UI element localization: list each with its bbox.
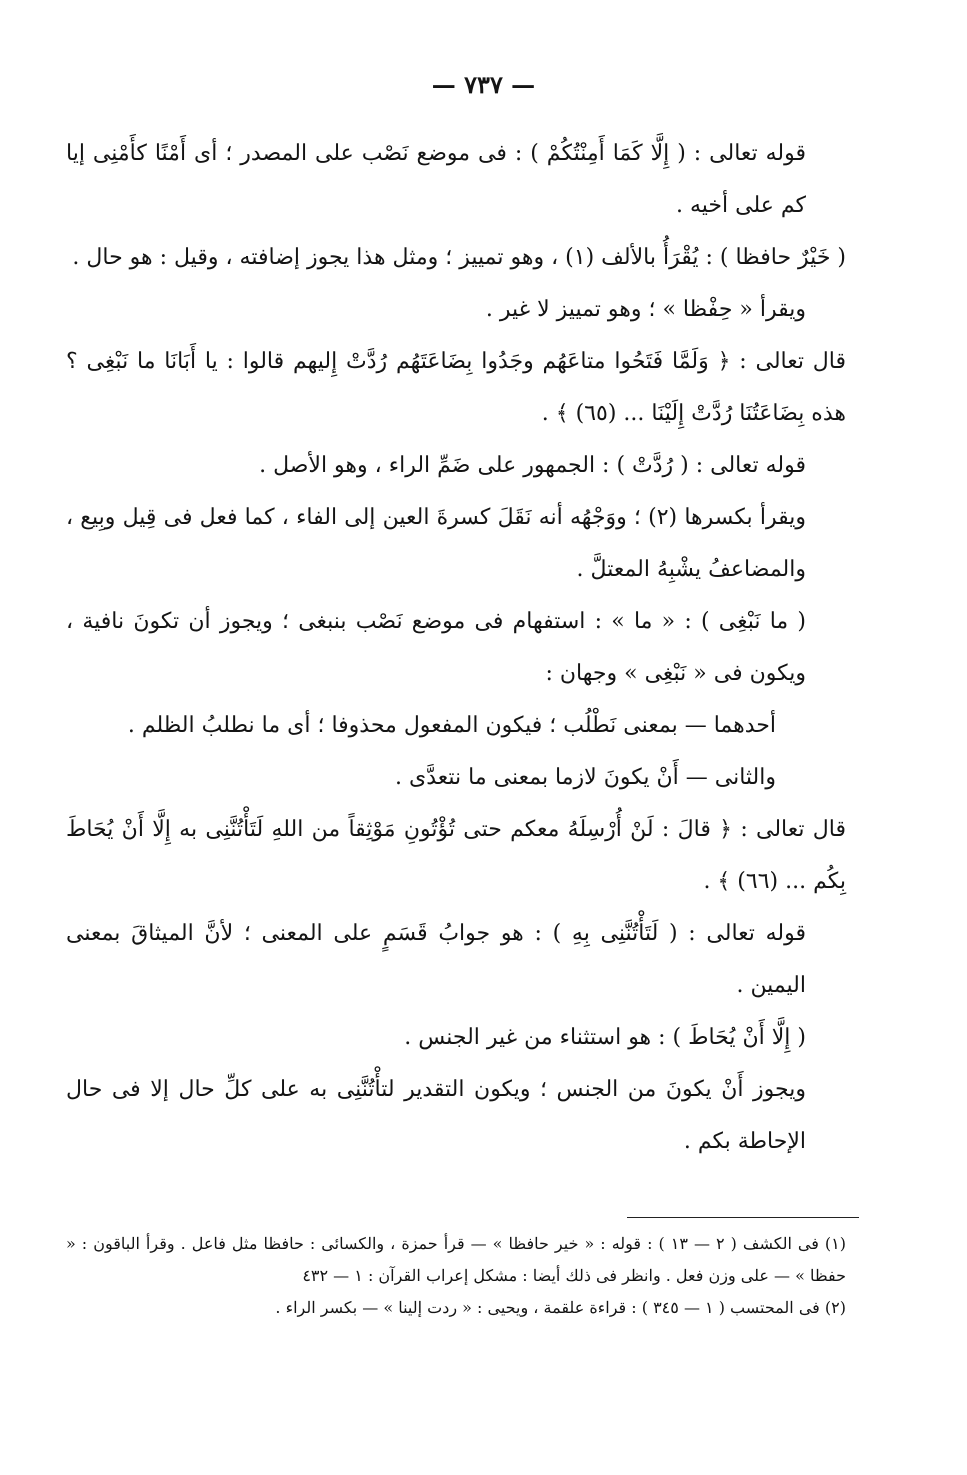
footnotes [66,1228,846,1324]
paragraph: ويقرأ « حِفْظا » ؛ وهو تمييز لا غير . [485,297,806,322]
paragraph: والثانى — أَنْ يكونَ لازما بمعنى ما نتعدَّى . [395,765,776,790]
main-text [66,128,846,1168]
footnote-divider [627,1217,859,1218]
paragraph: قوله تعالى : ( لَتَأْتُنَّنِى بِهِ ) : هو جوابُ قَسَمٍ على المعنى ؛ لأنَّ الميثاقَ بمعنى اليمين . [66,921,806,998]
paragraph: قال تعالى : ﴿ قالَ : لَنْ أُرْسِلَهُ معكم حتى تُؤْتُونِ مَوْثِقاً من اللهِ لَتَأْتُنَّنِى به إِلَّا أَنْ يُحَاطَ بِكُم ... (٦٦) ﴾ . [66,817,846,894]
paragraph: ( ما نَبْغِى ) : « ما » : استفهام فى موضع نَصْب بنبغى ؛ ويجوز أن تكونَ نافية ، ويكون فى « نَبْغِى » وجهان : [66,609,806,686]
paragraph: قوله تعالى : ( إِلَّا كَمَا أَمِنْتُكُمْ ) : فى موضع نَصْب على المصدر ؛ أى أَمْنًا كأَمْنِى إيا كم على أخيه . [66,141,806,218]
page-number: — ٧٣٧ — [431,70,536,99]
paragraph: ( خَيْرٌ حافظا ) : يُقْرَأُ بالألف (١) ، وهو تمييز ؛ ومثل هذا يجوز إضافته ، وقيل : هو حال . [72,245,846,270]
footnote: (٢) فى المحتسب ( ١ — ٣٤٥ ) : قراءة علقمة ، ويحيى : « ردت إلينا » — بكسر الراء . [275,1298,846,1317]
footnote: (١) فى الكشف ( ٢ — ١٣ ) : قوله : « خير حافظا » — قرأ حمزة ، والكسائى : حافظا مثل فاعل . وقرأ الباقون : « حفظا » — على وزن فعل . وانظر فى ذلك أيضا : مشكل إعراب القرآن : ١ — ٤٣٢ [66,1234,847,1285]
paragraph: ( إِلَّا أَنْ يُحَاطَ ) : هو استثناء من غير الجنس . [404,1025,806,1050]
paragraph: ويقرأ بكسرها (٢) ؛ ووَجْهُه أنه نَقَلَ كسرةَ العين إلى الفاء ، كما فعل فى قِيل وبِيع ، والمضاعفُ يشْبِهُ المعتلَّ . [66,505,807,582]
paragraph: قال تعالى : ﴿ وَلَمَّا فَتَحُوا متاعَهُم وجَدُوا بِضَاعَتَهُم رُدَّتْ إِليهم قالوا : يا أَبَانَا ما نَبْغِى ؟ هذه بِضَاعَتُنَا رُدَّتْ إِلَيْنَا ... (٦٥) ﴾ . [66,349,846,426]
paragraph: قوله تعالى : ( رُدَّتْ ) : الجمهور على ضَمِّ الراء ، وهو الأصل . [259,453,806,478]
paragraph: ويجوز أَنْ يكونَ من الجنس ؛ ويكون التقدير لتأْتُنَّنِى به على كلِّ حال إلا فى حال الإحاطة بكم . [66,1077,806,1154]
paragraph: أحدهما — بمعنى نَطْلُب ؛ فيكون المفعول محذوفا ؛ أى ما نطلبُ الظلم . [127,713,776,738]
